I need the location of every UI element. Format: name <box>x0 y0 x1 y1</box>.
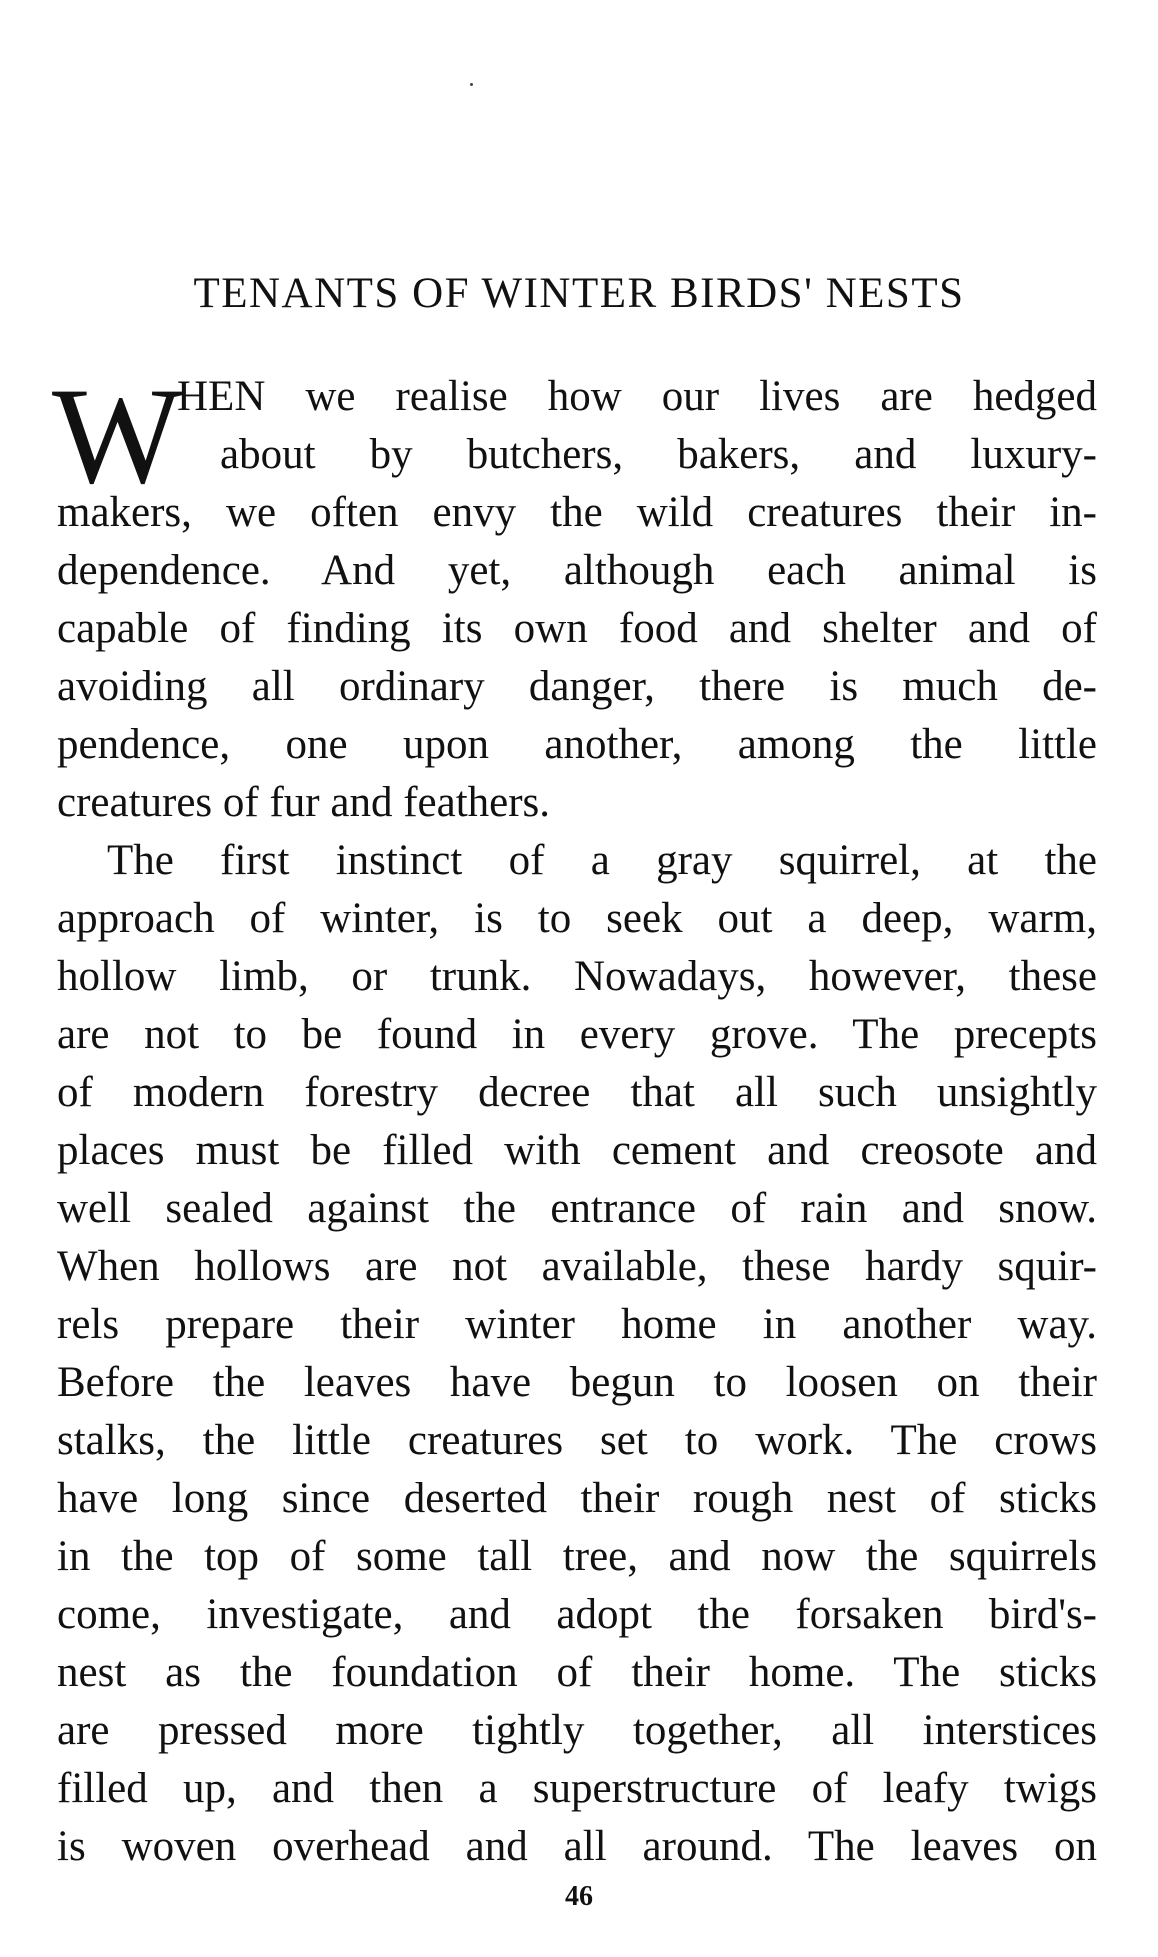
text-line: of modern forestry decree that all such unsightly <box>57 1069 1097 1116</box>
text-line: HEN we realise how our lives are hedged <box>177 373 1097 420</box>
page-number: 46 <box>565 1881 593 1912</box>
text-line: is woven overhead and all around. The leaves on <box>57 1823 1097 1870</box>
text-line: have long since deserted their rough nest of sticks <box>57 1475 1097 1522</box>
text-line: in the top of some tall tree, and now the squirrels <box>57 1533 1097 1580</box>
text-line: are pressed more tightly together, all interstices <box>57 1707 1097 1754</box>
drop-cap: W <box>52 359 183 512</box>
text-line: rels prepare their winter home in another way. <box>57 1301 1097 1348</box>
ink-speck <box>470 83 473 86</box>
text-line: about by butchers, bakers, and luxury- <box>220 431 1097 478</box>
text-line: capable of finding its own food and shelter and of <box>57 605 1097 652</box>
text-line: The first instinct of a gray squirrel, at the <box>107 837 1097 884</box>
text-line: are not to be found in every grove. The precepts <box>57 1011 1097 1058</box>
text-line: Before the leaves have begun to loosen on their <box>57 1359 1097 1406</box>
text-line: nest as the foundation of their home. The sticks <box>57 1649 1097 1696</box>
text-line: approach of winter, is to seek out a deep, warm, <box>57 895 1097 942</box>
text-line: stalks, the little creatures set to work. The crows <box>57 1417 1097 1464</box>
text-line: creatures of fur and feathers. <box>57 779 551 826</box>
text-line: places must be filled with cement and creosote and <box>57 1127 1097 1174</box>
text-line: well sealed against the entrance of rain and snow. <box>57 1185 1097 1232</box>
chapter-title: TENANTS OF WINTER BIRDS' NESTS <box>193 270 965 317</box>
text-line: filled up, and then a superstructure of leafy twigs <box>57 1765 1097 1812</box>
text-line: pendence, one upon another, among the little <box>57 721 1097 768</box>
text-line: avoiding all ordinary danger, there is much de- <box>57 663 1097 710</box>
text-line: When hollows are not available, these hardy squir- <box>57 1243 1097 1290</box>
text-line: come, investigate, and adopt the forsaken bird's- <box>57 1591 1097 1638</box>
text-line: hollow limb, or trunk. Nowadays, however, these <box>57 953 1097 1000</box>
text-line: makers, we often envy the wild creatures their in- <box>57 489 1097 536</box>
text-line: dependence. And yet, although each animal is <box>57 547 1097 594</box>
